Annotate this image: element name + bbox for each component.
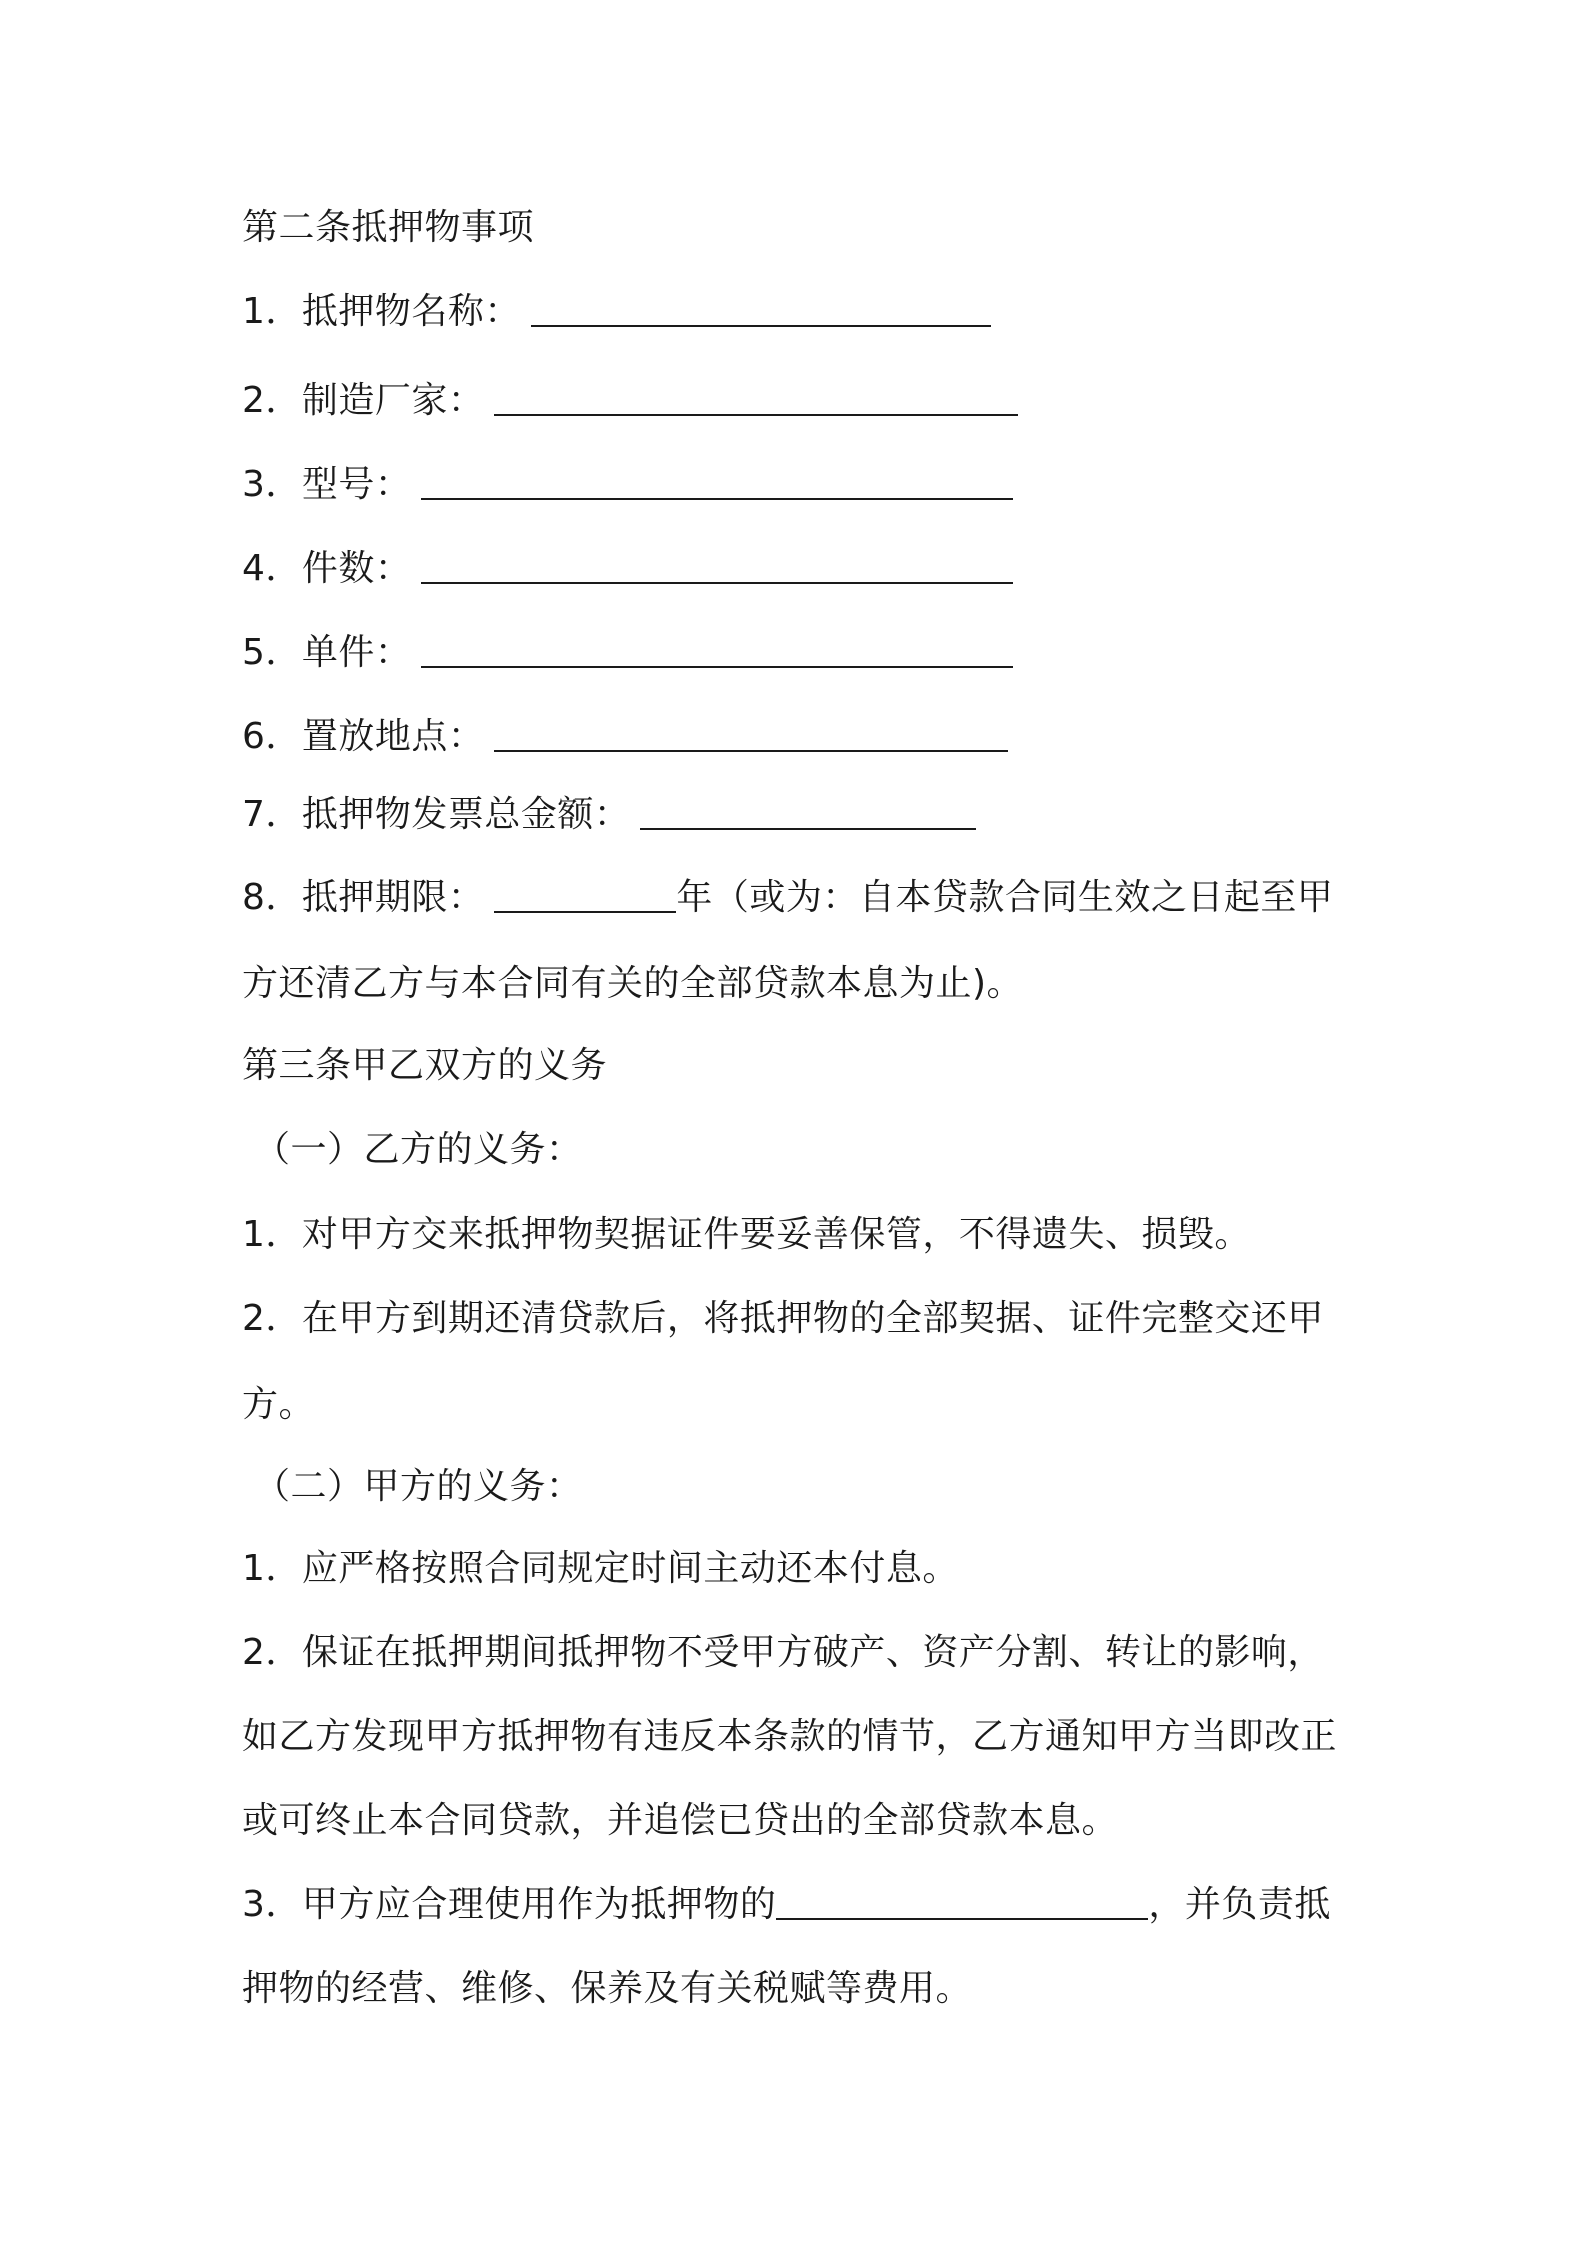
item-label: 2．制造厂家： xyxy=(242,380,485,421)
item-label: 1．抵押物名称： xyxy=(242,291,521,332)
term-years-blank[interactable] xyxy=(494,881,676,913)
party-b-item2-line2: 方。 xyxy=(242,1384,316,1425)
item3-suffix: ，并负责抵 xyxy=(1148,1884,1331,1925)
party-a-item1: 1．应严格按照合同规定时间主动还本付息。 xyxy=(242,1548,959,1589)
item-location xyxy=(242,716,1008,757)
party-b-item2-line1: 2．在甲方到期还清贷款后，将抵押物的全部契据、证件完整交还甲 xyxy=(242,1298,1324,1339)
item-label: 6．置放地点： xyxy=(242,716,485,757)
item-collateral-name xyxy=(242,291,991,332)
party-a-item2-line3: 或可终止本合同贷款，并追偿已贷出的全部贷款本息。 xyxy=(242,1800,1119,1841)
party-b-heading: （一）乙方的义务： xyxy=(254,1129,583,1170)
item-quantity xyxy=(242,548,1013,589)
article3-heading: 第三条甲乙双方的义务 xyxy=(242,1045,608,1086)
party-b-item1: 1．对甲方交来抵押物契据证件要妥善保管，不得遗失、损毁。 xyxy=(242,1214,1251,1255)
quantity-blank[interactable] xyxy=(421,552,1013,584)
item3-prefix: 3．甲方应合理使用作为抵押物的 xyxy=(242,1884,777,1925)
invoice-total-blank[interactable] xyxy=(640,798,976,830)
party-a-item2-line1: 2．保证在抵押期间抵押物不受甲方破产、资产分割、转让的影响， xyxy=(242,1632,1324,1673)
unit-blank[interactable] xyxy=(421,636,1013,668)
party-a-item2-line2: 如乙方发现甲方抵押物有违反本条款的情节，乙方通知甲方当即改正 xyxy=(242,1716,1338,1757)
party-a-item3-line1 xyxy=(242,1884,1331,1925)
item-invoice-total xyxy=(242,794,976,835)
model-blank[interactable] xyxy=(421,468,1013,500)
party-a-heading: （二）甲方的义务： xyxy=(254,1466,583,1507)
item-label: 5．单件： xyxy=(242,632,412,673)
item-mortgage-term xyxy=(242,877,1334,918)
item-manufacturer xyxy=(242,380,1018,421)
item-label: 7．抵押物发票总金额： xyxy=(242,794,631,835)
item-label: 8．抵押期限： xyxy=(242,877,485,918)
item-label: 3．型号： xyxy=(242,464,412,505)
item-label: 4．件数： xyxy=(242,548,412,589)
party-a-item3-line2: 押物的经营、维修、保养及有关税赋等费用。 xyxy=(242,1968,973,2009)
collateral-usage-blank[interactable] xyxy=(776,1888,1148,1920)
article2-heading: 第二条抵押物事项 xyxy=(242,207,535,248)
term-continuation: 方还清乙方与本合同有关的全部贷款本息为止)。 xyxy=(242,963,1024,1004)
item-unit xyxy=(242,632,1013,673)
collateral-name-blank[interactable] xyxy=(531,295,991,327)
term-text: 年（或为：自本贷款合同生效之日起至甲 xyxy=(676,877,1334,918)
manufacturer-blank[interactable] xyxy=(494,384,1018,416)
item-model xyxy=(242,464,1013,505)
location-blank[interactable] xyxy=(494,720,1008,752)
